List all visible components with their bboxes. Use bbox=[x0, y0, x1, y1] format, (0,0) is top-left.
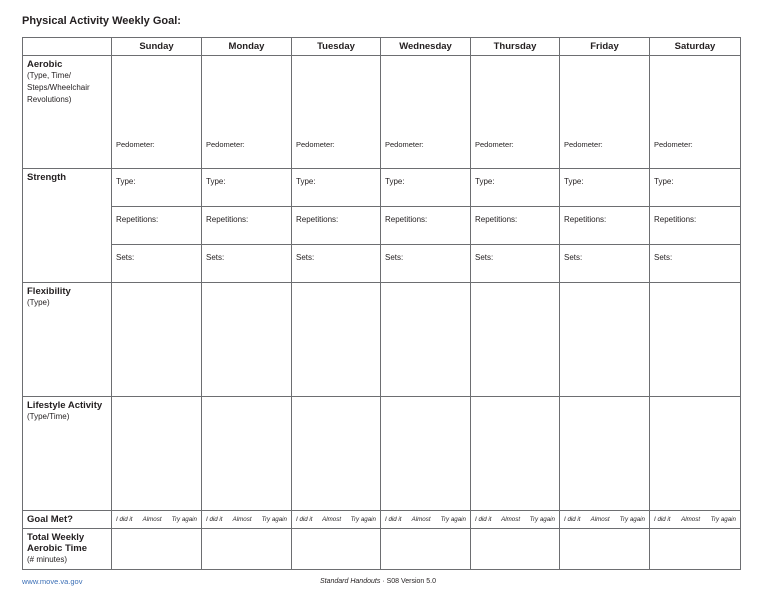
lifestyle-cell-saturday[interactable] bbox=[650, 397, 741, 511]
goal-options bbox=[471, 511, 559, 528]
goal-option[interactable]: Try again bbox=[710, 516, 736, 523]
row-title-aerobic: Aerobic bbox=[27, 59, 63, 70]
goal-option[interactable]: Almost bbox=[501, 516, 521, 523]
strength-reps-cell-thursday[interactable] bbox=[471, 207, 560, 245]
aerobic-cell-monday[interactable] bbox=[202, 56, 292, 169]
strength-sets-cell-monday[interactable] bbox=[202, 245, 292, 283]
strength-type-cell-tuesday[interactable] bbox=[292, 169, 381, 207]
day-header-friday: Friday bbox=[560, 38, 650, 56]
goal-options bbox=[202, 511, 291, 528]
goal-option[interactable]: I did it bbox=[296, 516, 313, 523]
row-label-lifestyle bbox=[23, 397, 112, 511]
day-header-wednesday: Wednesday bbox=[381, 38, 471, 56]
goal-cell-saturday bbox=[650, 511, 741, 529]
goal-option[interactable]: Try again bbox=[350, 516, 376, 523]
strength-type-label: Type: bbox=[385, 177, 405, 186]
goal-cell-thursday bbox=[471, 511, 560, 529]
goal-options bbox=[650, 511, 740, 528]
strength-sets-label: Sets: bbox=[564, 253, 583, 262]
aerobic-cell-sunday[interactable] bbox=[112, 56, 202, 169]
goal-option[interactable]: Try again bbox=[619, 516, 645, 523]
strength-sets-cell-tuesday[interactable] bbox=[292, 245, 381, 283]
day-header-thursday: Thursday bbox=[471, 38, 560, 56]
row-title-lifestyle: Lifestyle Activity bbox=[27, 400, 103, 411]
row-label-strength bbox=[23, 169, 112, 283]
goal-option[interactable]: Try again bbox=[171, 516, 197, 523]
row-subtitle-lifestyle: (Type/Time) bbox=[27, 412, 70, 421]
strength-type-cell-friday[interactable] bbox=[560, 169, 650, 207]
goal-cell-friday bbox=[560, 511, 650, 529]
strength-reps-cell-friday[interactable] bbox=[560, 207, 650, 245]
strength-type-cell-thursday[interactable] bbox=[471, 169, 560, 207]
row-label-total bbox=[23, 529, 112, 570]
strength-reps-cell-sunday[interactable] bbox=[112, 207, 202, 245]
row-subtitle-total: (# minutes) bbox=[27, 555, 68, 564]
goal-cell-wednesday bbox=[381, 511, 471, 529]
strength-type-label: Type: bbox=[475, 177, 495, 186]
strength-reps-cell-saturday[interactable] bbox=[650, 207, 741, 245]
footer-url[interactable]: www.move.va.gov bbox=[22, 577, 83, 586]
goal-cell-monday bbox=[202, 511, 292, 529]
row-title-strength: Strength bbox=[27, 172, 67, 183]
flexibility-cell-monday[interactable] bbox=[202, 283, 292, 397]
strength-reps-label: Repetitions: bbox=[116, 215, 159, 224]
day-header-saturday: Saturday bbox=[650, 38, 741, 56]
footer-handout: Standard Handouts bbox=[320, 578, 381, 585]
strength-reps-label: Repetitions: bbox=[564, 215, 607, 224]
strength-type-label: Type: bbox=[654, 177, 674, 186]
goal-options bbox=[381, 511, 470, 528]
goal-option[interactable]: Almost bbox=[411, 516, 431, 523]
strength-reps-label: Repetitions: bbox=[654, 215, 697, 224]
strength-reps-cell-wednesday[interactable] bbox=[381, 207, 471, 245]
goal-option[interactable]: Almost bbox=[322, 516, 342, 523]
total-cell-friday[interactable] bbox=[560, 529, 650, 570]
goal-option[interactable]: I did it bbox=[116, 516, 133, 523]
goal-option[interactable]: Try again bbox=[440, 516, 466, 523]
total-cell-tuesday[interactable] bbox=[292, 529, 381, 570]
lifestyle-cell-wednesday[interactable] bbox=[381, 397, 471, 511]
row-subtitle-aerobic: (Type, Time/ Steps/Wheelchair Revolutions) bbox=[27, 71, 90, 104]
goal-option[interactable]: I did it bbox=[206, 516, 223, 523]
strength-type-cell-saturday[interactable] bbox=[650, 169, 741, 207]
strength-type-cell-monday[interactable] bbox=[202, 169, 292, 207]
strength-sets-cell-friday[interactable] bbox=[560, 245, 650, 283]
lifestyle-cell-friday[interactable] bbox=[560, 397, 650, 511]
strength-type-label: Type: bbox=[116, 177, 136, 186]
strength-reps-label: Repetitions: bbox=[296, 215, 339, 224]
pedometer-label: Pedometer: bbox=[385, 140, 424, 149]
pedometer-label: Pedometer: bbox=[296, 140, 335, 149]
total-cell-saturday[interactable] bbox=[650, 529, 741, 570]
pedometer-label: Pedometer: bbox=[206, 140, 245, 149]
lifestyle-cell-sunday[interactable] bbox=[112, 397, 202, 511]
day-header-monday: Monday bbox=[202, 38, 292, 56]
aerobic-cell-thursday[interactable] bbox=[471, 56, 560, 169]
row-title-total: Total Weekly Aerobic Time bbox=[27, 532, 88, 554]
goal-options bbox=[292, 511, 380, 528]
strength-sets-cell-sunday[interactable] bbox=[112, 245, 202, 283]
goal-option[interactable]: I did it bbox=[475, 516, 492, 523]
goal-option[interactable]: I did it bbox=[564, 516, 581, 523]
goal-option[interactable]: Almost bbox=[681, 516, 701, 523]
aerobic-cell-wednesday[interactable] bbox=[381, 56, 471, 169]
strength-sets-cell-thursday[interactable] bbox=[471, 245, 560, 283]
row-label-flexibility bbox=[23, 283, 112, 397]
goal-cell-tuesday bbox=[292, 511, 381, 529]
strength-type-cell-sunday[interactable] bbox=[112, 169, 202, 207]
row-label-goal bbox=[23, 511, 112, 529]
weekly-goal-table bbox=[22, 37, 741, 570]
total-cell-thursday[interactable] bbox=[471, 529, 560, 570]
strength-sets-label: Sets: bbox=[475, 253, 494, 262]
goal-options bbox=[112, 511, 201, 528]
strength-type-label: Type: bbox=[206, 177, 226, 186]
row-title-goal: Goal Met? bbox=[27, 514, 73, 525]
strength-reps-cell-monday[interactable] bbox=[202, 207, 292, 245]
flexibility-cell-tuesday[interactable] bbox=[292, 283, 381, 397]
flexibility-cell-wednesday[interactable] bbox=[381, 283, 471, 397]
footer-separator: · bbox=[382, 578, 385, 585]
lifestyle-cell-thursday[interactable] bbox=[471, 397, 560, 511]
strength-type-label: Type: bbox=[296, 177, 316, 186]
lifestyle-cell-monday[interactable] bbox=[202, 397, 292, 511]
aerobic-cell-friday[interactable] bbox=[560, 56, 650, 169]
total-cell-monday[interactable] bbox=[202, 529, 292, 570]
total-cell-sunday[interactable] bbox=[112, 529, 202, 570]
strength-reps-label: Repetitions: bbox=[206, 215, 249, 224]
strength-sets-label: Sets: bbox=[116, 253, 135, 262]
footer-version bbox=[320, 578, 436, 585]
goal-option[interactable]: Almost bbox=[232, 516, 252, 523]
goal-option[interactable]: Try again bbox=[529, 516, 555, 523]
strength-sets-label: Sets: bbox=[296, 253, 315, 262]
flexibility-cell-sunday[interactable] bbox=[112, 283, 202, 397]
strength-sets-label: Sets: bbox=[206, 253, 225, 262]
goal-cell-sunday bbox=[112, 511, 202, 529]
corner-cell bbox=[23, 38, 112, 56]
strength-reps-cell-tuesday[interactable] bbox=[292, 207, 381, 245]
strength-reps-label: Repetitions: bbox=[385, 215, 428, 224]
strength-type-cell-wednesday[interactable] bbox=[381, 169, 471, 207]
goal-option[interactable]: I did it bbox=[654, 516, 671, 523]
row-label-aerobic bbox=[23, 56, 112, 169]
strength-type-label: Type: bbox=[564, 177, 584, 186]
row-subtitle-flexibility: (Type) bbox=[27, 298, 50, 307]
lifestyle-cell-tuesday[interactable] bbox=[292, 397, 381, 511]
strength-sets-label: Sets: bbox=[385, 253, 404, 262]
day-header-tuesday: Tuesday bbox=[292, 38, 381, 56]
goal-option[interactable]: Almost bbox=[142, 516, 162, 523]
strength-sets-cell-wednesday[interactable] bbox=[381, 245, 471, 283]
pedometer-label: Pedometer: bbox=[116, 140, 155, 149]
strength-sets-cell-saturday[interactable] bbox=[650, 245, 741, 283]
strength-sets-label: Sets: bbox=[654, 253, 673, 262]
total-cell-wednesday[interactable] bbox=[381, 529, 471, 570]
pedometer-label: Pedometer: bbox=[475, 140, 514, 149]
day-header-sunday: Sunday bbox=[112, 38, 202, 56]
pedometer-label: Pedometer: bbox=[564, 140, 603, 149]
goal-options bbox=[560, 511, 649, 528]
row-title-flexibility: Flexibility bbox=[27, 286, 71, 297]
goal-option[interactable]: I did it bbox=[385, 516, 402, 523]
strength-reps-label: Repetitions: bbox=[475, 215, 518, 224]
pedometer-label: Pedometer: bbox=[654, 140, 693, 149]
goal-option[interactable]: Try again bbox=[261, 516, 287, 523]
aerobic-cell-saturday[interactable] bbox=[650, 56, 741, 169]
footer-version-label: S08 Version 5.0 bbox=[386, 578, 437, 585]
flexibility-cell-thursday[interactable] bbox=[471, 283, 560, 397]
goal-option[interactable]: Almost bbox=[590, 516, 610, 523]
aerobic-cell-tuesday[interactable] bbox=[292, 56, 381, 169]
page-title: Physical Activity Weekly Goal: bbox=[22, 15, 181, 27]
flexibility-cell-friday[interactable] bbox=[560, 283, 650, 397]
flexibility-cell-saturday[interactable] bbox=[650, 283, 741, 397]
